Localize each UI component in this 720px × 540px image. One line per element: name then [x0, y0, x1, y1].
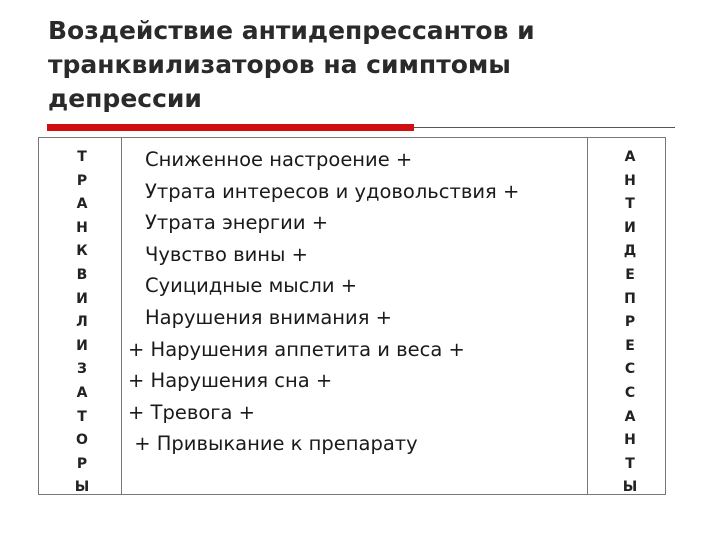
left-letter: К: [76, 243, 88, 260]
symptom-item: + Нарушения сна +: [128, 369, 333, 393]
tranquilizers-column: [47, 146, 117, 500]
title-line-1: Воздействие антидепрессантов и: [48, 16, 535, 45]
symptom-item: + Тревога +: [128, 400, 255, 424]
right-letter: П: [624, 290, 636, 307]
antidepressants-column: [595, 146, 665, 500]
right-letter: С: [624, 384, 636, 401]
left-letter: А: [76, 196, 88, 213]
left-letter: З: [77, 361, 87, 378]
comparison-table: [38, 137, 666, 495]
right-letter: Т: [625, 455, 635, 472]
accent-bar: [47, 124, 414, 131]
left-letter: Р: [76, 455, 88, 472]
symptom-item: Чувство вины +: [145, 242, 308, 266]
right-column-divider: [587, 138, 588, 494]
right-letter: Е: [625, 266, 635, 283]
title-line-2: транквилизаторов на симптомы: [48, 50, 511, 79]
right-letter: А: [624, 408, 636, 425]
left-letter: В: [76, 266, 88, 283]
left-letter: Т: [77, 149, 87, 165]
right-letter: А: [624, 149, 636, 165]
right-letter: Н: [624, 172, 636, 189]
left-letter: И: [76, 290, 88, 307]
right-letter: Е: [625, 337, 635, 354]
symptom-item: Нарушения внимания +: [145, 305, 392, 329]
symptoms-list: [122, 144, 582, 460]
left-letter: А: [76, 384, 88, 401]
right-letter: С: [624, 361, 636, 378]
right-letter: Р: [624, 314, 636, 331]
left-letter: Т: [77, 408, 87, 425]
right-letter: Т: [625, 196, 635, 213]
right-letter: И: [624, 219, 636, 236]
left-letter: Н: [76, 219, 88, 236]
right-letter: Д: [623, 243, 637, 260]
symptom-item: + Привыкание к препарату: [128, 432, 418, 456]
symptom-item: Суицидные мысли +: [145, 274, 358, 298]
symptom-item: Утрата интересов и удовольствия +: [145, 179, 520, 203]
left-letter: И: [76, 337, 88, 354]
left-letter: Р: [76, 172, 88, 189]
title-divider-line: [414, 127, 675, 128]
symptom-item: + Нарушения аппетита и веса +: [128, 337, 465, 361]
symptom-item: Сниженное настроение +: [145, 148, 413, 171]
symptom-item: Утрата энергии +: [145, 211, 329, 235]
right-letter: Ы: [622, 479, 638, 496]
right-letter: Н: [624, 432, 636, 449]
title-line-3: депрессии: [48, 84, 202, 113]
left-letter: Ы: [74, 479, 90, 496]
left-letter: Л: [76, 314, 88, 331]
page-title: [48, 14, 668, 116]
left-letter: О: [76, 432, 88, 449]
